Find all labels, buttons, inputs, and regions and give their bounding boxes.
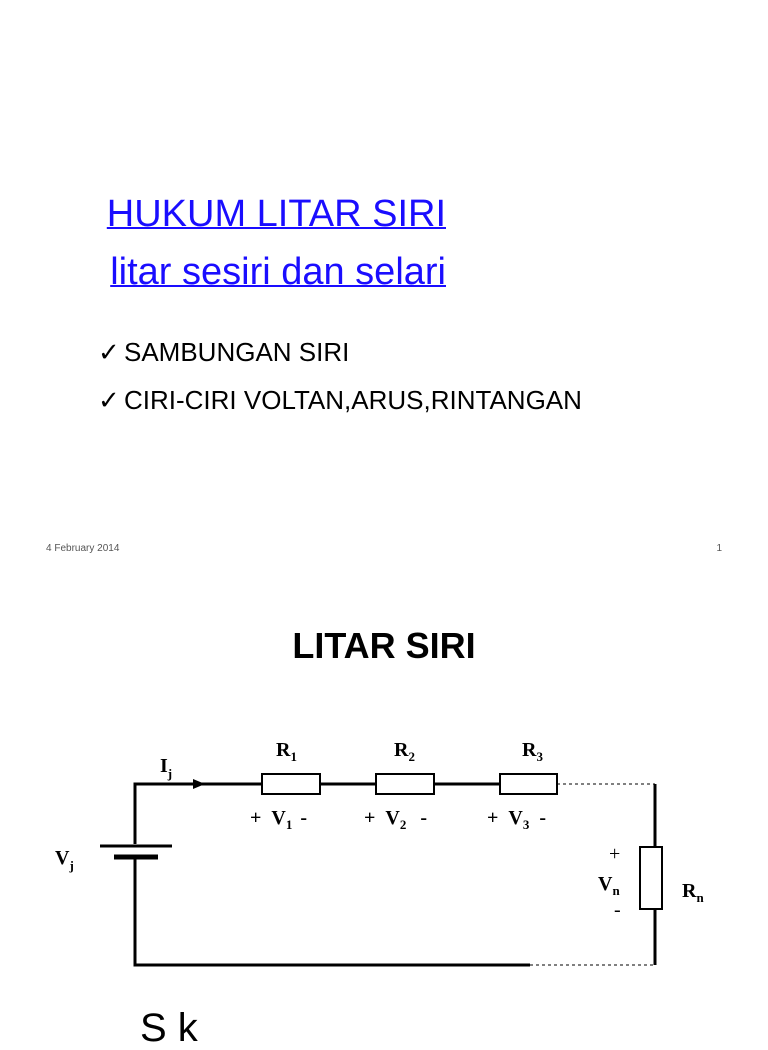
checkmark-icon: ✓ (98, 337, 120, 367)
current-arrow-icon (193, 779, 205, 789)
resistor-r1 (262, 774, 320, 794)
resistor-label-r1: $R_1$ (276, 739, 297, 764)
voltage-label-v2: + $V_2$ - (364, 807, 428, 832)
voltage-label-v1: + $V_1$ - (250, 807, 308, 832)
source-voltage-label: $V_j$ (55, 847, 74, 873)
resistor-label-r2: $R_2$ (394, 739, 415, 764)
footer-date: 4 February 2014 (46, 543, 120, 554)
resistor-label-rn: $R_n$ (682, 880, 704, 905)
series-circuit-diagram (0, 712, 768, 1012)
resistor-r2 (376, 774, 434, 794)
bullet-text: CIRI-CIRI VOLTAN,ARUS,RINTANGAN (124, 385, 582, 415)
vn-plus-sign: + (609, 843, 621, 865)
battery-icon (100, 846, 172, 857)
vn-minus-sign: - (614, 899, 621, 921)
slide-2 (0, 572, 768, 1050)
caption-text-partial: S k (140, 1006, 198, 1050)
dashed-wires (530, 784, 655, 965)
voltage-label-vn: $V_n$ (598, 873, 620, 898)
bullet-text: SAMBUNGAN SIRI (124, 337, 350, 367)
title-link-hukum-litar-siri[interactable]: HUKUM LITAR SIRI (106, 193, 446, 235)
resistor-label-r3: $R_3$ (522, 739, 543, 764)
bullet-item (98, 339, 349, 365)
title-link-litar-sesiri-dan-selari[interactable]: litar sesiri dan selari (110, 251, 446, 293)
resistor-rn (640, 847, 662, 909)
page-number: 1 (716, 543, 722, 554)
resistor-r3 (500, 774, 557, 794)
slide-title: LITAR SIRI (292, 625, 476, 666)
voltage-label-v3: + $V_3$ - (487, 807, 547, 832)
bullet-item (98, 387, 582, 413)
checkmark-icon: ✓ (98, 385, 120, 415)
current-label: $I_j$ (160, 755, 173, 781)
